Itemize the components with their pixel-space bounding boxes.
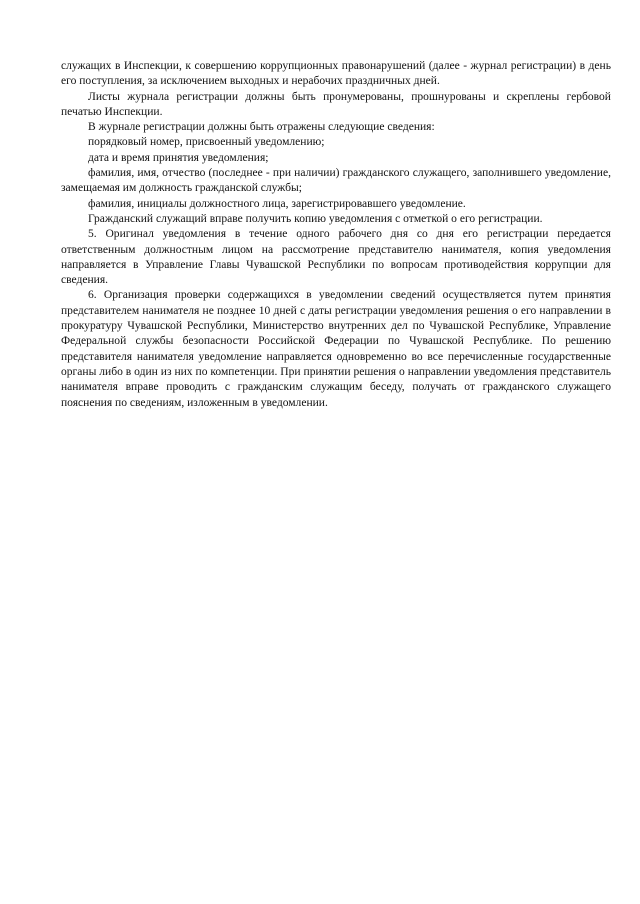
paragraph-continuation: служащих в Инспекции, к совершению коррупционных правонарушений (далее - журнал регистрации) в день его поступления, за исключением выходных и нерабочих праздничных дней. — [61, 60, 611, 88]
paragraph-copy-right: Гражданский служащий вправе получить копию уведомления с отметкой о его регистрации. — [88, 212, 543, 225]
paragraph-item-5: 5. Оригинал уведомления в течение одного рабочего дня со дня его регистрации передается ответственным должностным лицом на рассмотрение представителю нанимателя, копия уведомления направляется в Управление Главы Чувашской Республики по вопросам противодействия коррупции для сведения. — [61, 228, 611, 287]
document-body — [61, 59, 611, 411]
paragraph-journal-info-intro: В журнале регистрации должны быть отражены следующие сведения: — [88, 121, 435, 134]
list-item-date-time: дата и время принятия уведомления; — [88, 151, 269, 164]
list-item-employee-name: фамилия, имя, отчество (последнее - при наличии) гражданского служащего, заполнившего уведомление, замещаемая им должность гражданской службы; — [61, 167, 611, 195]
list-item-official-name: фамилия, инициалы должностного лица, зарегистрировавшего уведомление. — [88, 197, 466, 210]
list-item-serial-number: порядковый номер, присвоенный уведомлению; — [88, 136, 325, 149]
paragraph-journal-sheets: Листы журнала регистрации должны быть пронумерованы, прошнурованы и скреплены гербовой печатью Инспекции. — [61, 90, 611, 118]
paragraph-item-6: 6. Организация проверки содержащихся в уведомлении сведений осуществляется путем принятия представителем нанимателя не позднее 10 дней с даты регистрации уведомления решения о его направлении в прокуратуру Чувашской Республики, Министерство внутренних дел по Чувашской Республике, Управление Федеральной службы безопасности Российской Федерации по Чувашской Республике. По решению представителя нанимателя уведомление направляется одновременно во все перечисленные государственные органы либо в один из них по компетенции. При принятии решения о направлении уведомления представитель нанимателя вправе проводить с гражданским служащим беседу, получать от гражданского служащего пояснения по сведениям, изложенным в уведомлении. — [61, 289, 611, 409]
